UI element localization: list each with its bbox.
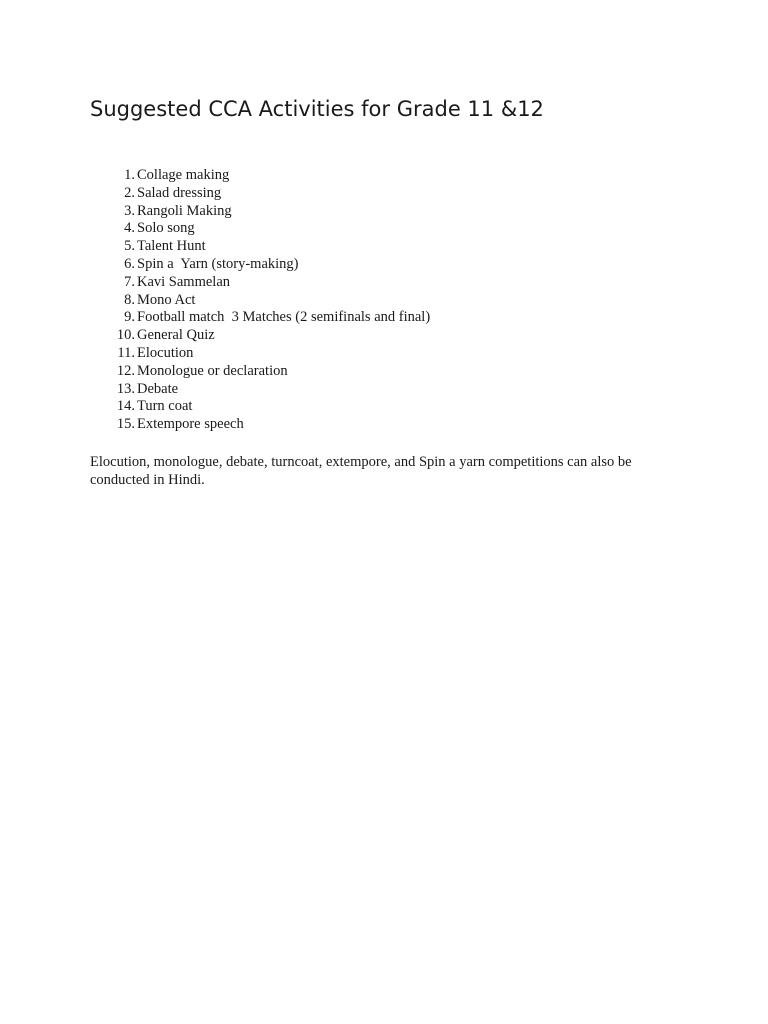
- list-item-number: 1.: [124, 167, 135, 183]
- list-item: [90, 238, 690, 256]
- list-item-number: 9.: [124, 309, 135, 326]
- note-paragraph: Elocution, monologue, debate, turncoat, extempore, and Spin a yarn competitions can also be conducted in Hindi.: [90, 454, 632, 488]
- list-item-label: Extempore speech: [137, 416, 244, 433]
- list-item-label: General Quiz: [137, 327, 215, 344]
- list-item-number: 6.: [124, 255, 135, 272]
- list-item-number: 13.: [116, 380, 135, 397]
- list-item-label: Turn coat: [137, 398, 193, 415]
- list-item: [90, 398, 690, 416]
- list-item: [90, 220, 690, 238]
- list-item: [90, 345, 690, 363]
- list-item: [90, 363, 690, 381]
- list-item: [90, 274, 690, 292]
- list-item-label: Debate: [137, 380, 179, 397]
- list-item-label: Kavi Sammelan: [137, 273, 231, 290]
- list-item-label: Solo song: [137, 220, 195, 237]
- list-item: [90, 327, 690, 345]
- list-item: [90, 309, 690, 327]
- list-item-number: 15.: [116, 416, 135, 433]
- list-item: [90, 292, 690, 310]
- list-item: [90, 185, 690, 203]
- list-item-label: Salad dressing: [137, 184, 222, 201]
- list-item-number: 7.: [124, 273, 135, 290]
- page-title: Suggested CCA Activities for Grade 11 &12: [90, 97, 544, 121]
- list-item-label: Spin a Yarn (story-making): [137, 255, 299, 272]
- list-item: [90, 167, 690, 185]
- list-item-number: 14.: [116, 398, 135, 415]
- activity-list: [90, 167, 690, 434]
- list-item-number: 2.: [124, 184, 135, 201]
- list-item-number: 10.: [116, 327, 135, 344]
- list-item-label: Mono Act: [137, 291, 196, 308]
- list-item: [90, 416, 690, 434]
- list-item-label: Rangoli Making: [137, 202, 232, 219]
- list-item: [90, 381, 690, 399]
- list-item-number: 8.: [124, 291, 135, 308]
- list-item-number: 3.: [124, 202, 135, 219]
- list-item: [90, 256, 690, 274]
- list-item-label: Monologue or declaration: [137, 362, 288, 379]
- list-item-label: Elocution: [137, 344, 194, 361]
- list-item-number: 12.: [116, 362, 135, 379]
- list-item-label: Talent Hunt: [137, 238, 206, 255]
- list-item-label: Collage making: [137, 167, 230, 183]
- list-item-number: 5.: [124, 238, 135, 255]
- list-item: [90, 203, 690, 221]
- list-item-number: 4.: [124, 220, 135, 237]
- list-item-label: Football match 3 Matches (2 semifinals and final): [137, 309, 431, 326]
- list-item-number: 11.: [117, 344, 135, 361]
